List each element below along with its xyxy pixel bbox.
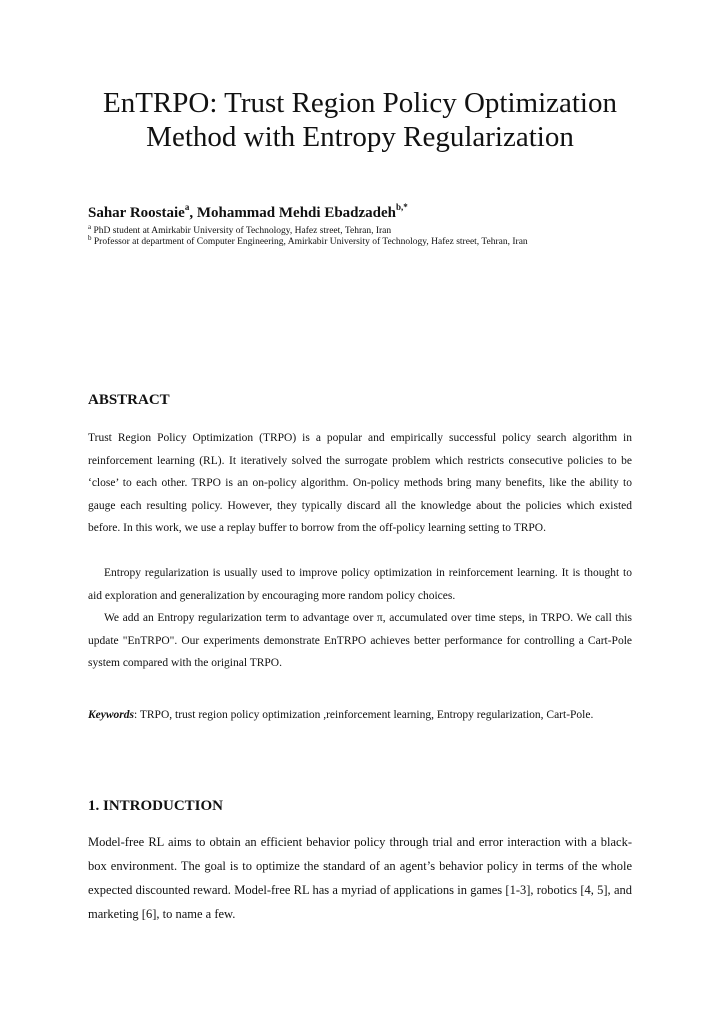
author-name: Sahar Roostaie [88,205,185,221]
affiliation-mark: a [88,223,92,231]
author-name: Mohammad Mehdi Ebadzadeh [196,205,397,221]
author-list [88,204,408,222]
keywords-text: : TRPO, trust region policy optimization ,reinforcement learning, Entropy regularization, Cart-Pole. [134,709,594,721]
author-affiliation-mark: a [184,202,190,212]
author-affiliation-mark: b,* [396,202,408,212]
abstract-paragraph-3: We add an Entropy regularization term to advantage over π, accumulated over time steps, in TRPO. We call this update "EnTRPO". Our experiments demonstrate EnTRPO achieves better performance for controlling a Cart-Pole system compared with the original TRPO. [88,612,632,669]
paper-title [60,86,660,154]
affiliation-text: PhD student at Amirkabir University of Technology, Hafez street, Tehran, Iran [91,226,392,237]
affiliation-b [88,233,640,248]
title-line-1: EnTRPO: Trust Region Policy Optimization [103,87,617,119]
introduction-paragraph-1: Model-free RL aims to obtain an efficient behavior policy through trial and error interaction with a black-box environment. The goal is to optimize the standard of an agent’s behavior policy in terms of the whole expected discounted reward. Model-free RL has a myriad of applications in games [1-3], robotics [4, 5], and marketing [6], to name a few. [88,835,632,921]
introduction-heading: 1. INTRODUCTION [88,798,224,814]
author-separator: , [189,205,197,221]
abstract-paragraph-1: Trust Region Policy Optimization (TRPO) is a popular and empirically successful policy search algorithm in reinforcement learning (RL). It iteratively solved the surrogate problem which restricts consecutive policies to be ‘close’ to each other. TRPO is an on-policy algorithm. On-policy methods bring many benefits, like the ability to gauge each resulting policy. However, they typically discard all the knowledge about the policies which existed before. In this work, we use a replay buffer to borrow from the off-policy learning setting to TRPO. [88,432,632,534]
title-line-2: Method with Entropy Regularization [146,121,574,153]
affiliation-text: Professor at department of Computer Engineering, Amirkabir University of Technology, Hafez street, Tehran, Iran [91,237,528,248]
keywords-label: Keywords [88,709,134,721]
affiliation-mark: b [88,234,92,242]
keywords [88,704,632,727]
abstract-paragraph-2: Entropy regularization is usually used to improve policy optimization in reinforcement learning. It is thought to aid exploration and generalization by encouraging more random policy choices. [88,567,632,602]
abstract-heading: ABSTRACT [88,392,170,408]
